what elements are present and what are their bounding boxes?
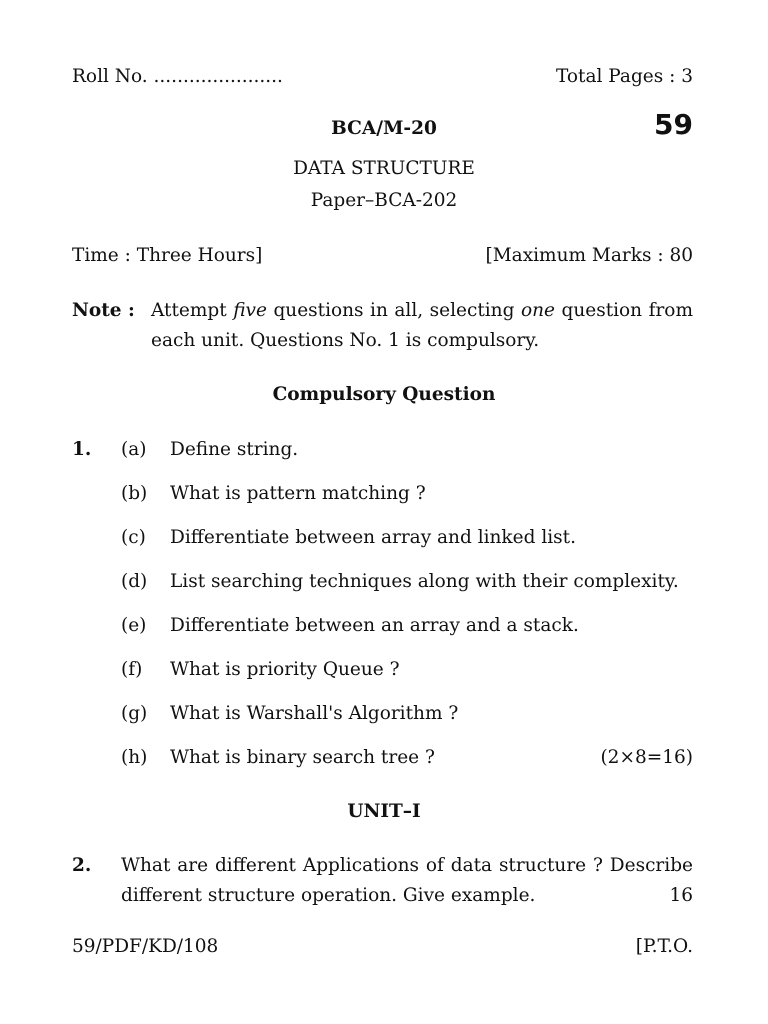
- question-number-1: 1.: [72, 439, 92, 460]
- section-heading-unit-1: UNIT–I: [347, 801, 421, 822]
- section-heading-compulsory: Compulsory Question: [272, 384, 496, 405]
- q1-label-d: (d): [121, 571, 148, 592]
- q2-text-line-2: different structure operation. Give example.: [121, 885, 536, 906]
- q1-label-h: (h): [121, 747, 148, 768]
- paper-number: 59: [654, 108, 693, 141]
- time-allowed: Time : Three Hours]: [72, 245, 263, 266]
- q2-marks: 16: [669, 885, 693, 906]
- footer-pto: [P.T.O.: [635, 936, 693, 957]
- note-label: Note :: [72, 300, 135, 321]
- subject-title: DATA STRUCTURE: [293, 158, 475, 179]
- q1-label-a: (a): [121, 439, 147, 460]
- note-emphasis-five: five: [233, 300, 267, 321]
- note-text-3: question from: [554, 300, 693, 321]
- q1-text-d: List searching techniques along with their complexity.: [170, 571, 679, 592]
- paper-code: BCA/M-20: [331, 118, 437, 139]
- q2-text-line-1: What are different Applications of data structure ? Describe: [121, 855, 693, 876]
- q1-label-b: (b): [121, 483, 148, 504]
- note-line-1: [151, 302, 693, 321]
- q1-text-f: What is priority Queue ?: [170, 659, 400, 680]
- q1-marks: (2×8=16): [600, 747, 693, 768]
- note-text-2: questions in all, selecting: [266, 300, 521, 321]
- note-emphasis-one: one: [520, 300, 555, 321]
- q1-label-f: (f): [121, 659, 143, 680]
- note-line-2: each unit. Questions No. 1 is compulsory.: [151, 330, 540, 351]
- total-pages: Total Pages : 3: [556, 66, 693, 87]
- roll-number: Roll No. ......................: [72, 66, 283, 87]
- note-text-1: Attempt: [151, 300, 234, 321]
- q1-text-c: Differentiate between array and linked list.: [170, 527, 576, 548]
- footer-code: 59/PDF/KD/108: [72, 936, 219, 957]
- q1-label-e: (e): [121, 615, 147, 636]
- q1-text-a: Define string.: [170, 439, 299, 460]
- q1-text-e: Differentiate between an array and a stack.: [170, 615, 579, 636]
- q1-text-b: What is pattern matching ?: [170, 483, 426, 504]
- q1-text-g: What is Warshall's Algorithm ?: [170, 703, 459, 724]
- question-number-2: 2.: [72, 855, 92, 876]
- q1-label-c: (c): [121, 527, 146, 548]
- maximum-marks: [Maximum Marks : 80: [485, 245, 693, 266]
- paper-id: Paper–BCA-202: [310, 190, 458, 211]
- q1-text-h: What is binary search tree ?: [170, 747, 435, 768]
- q1-label-g: (g): [121, 703, 148, 724]
